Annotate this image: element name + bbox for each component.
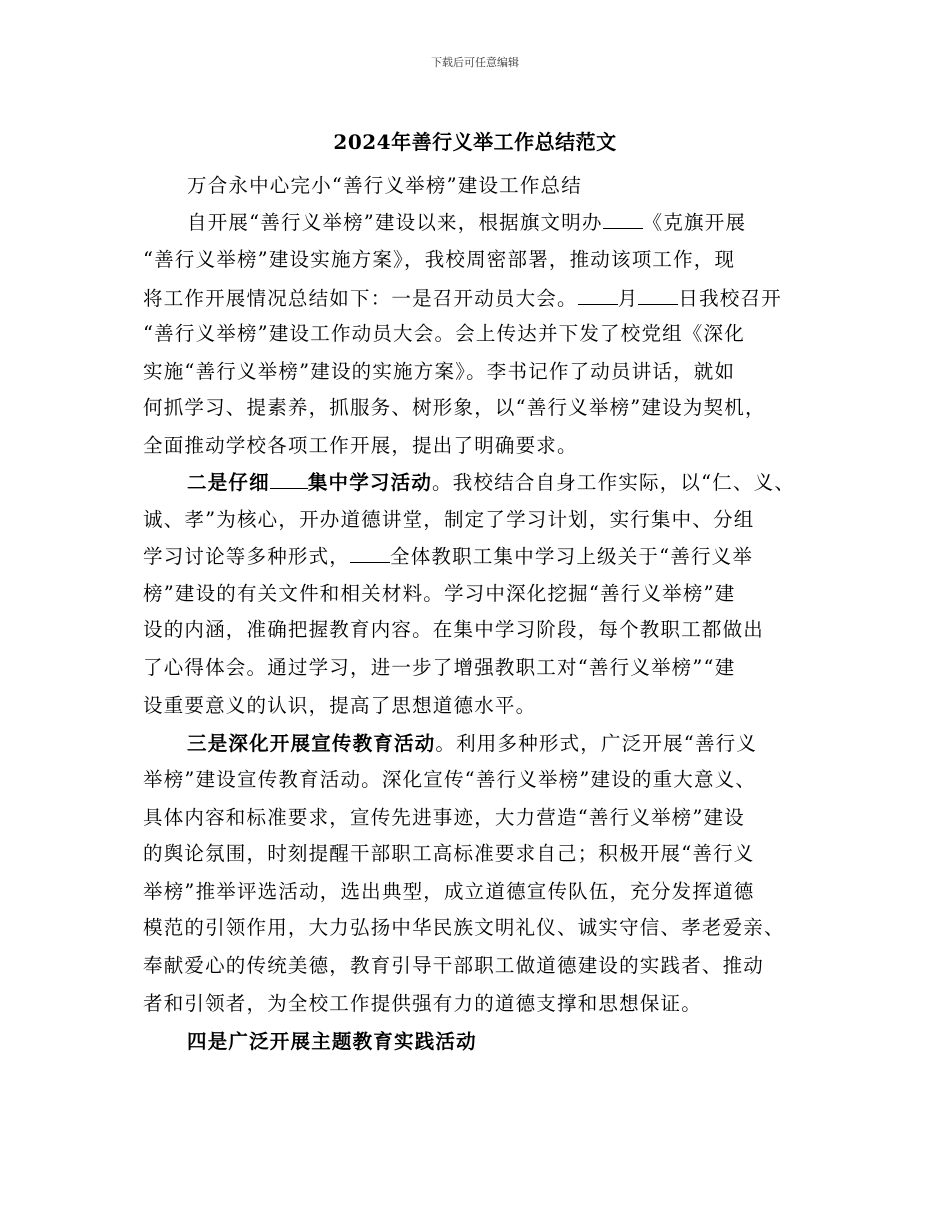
p2-text-3a: 学习讨论等多种形式，	[143, 545, 351, 568]
p1-text-3c: 日我校召开	[678, 287, 782, 310]
p4-heading: 四是广泛开展主题教育实践活动	[187, 1030, 477, 1053]
p3-line-1	[187, 732, 757, 756]
p2-line-7: 设重要意义的认识，提高了思想道德水平。	[143, 694, 537, 717]
p2-line-1	[187, 470, 795, 495]
p1-line-5: 实施“善行义举榜”建设的实施方案》。李书记作了动员讲话，就如	[143, 360, 736, 383]
p2-line-4: 榜”建设的有关文件和相关材料。学习中深化挖掘“善行义举榜”建	[143, 582, 736, 605]
p1-text-3b: 月	[617, 287, 639, 310]
p1-text-1b: 《克旗开展	[642, 211, 747, 234]
p2-line-2: 诚、孝”为核心，开办道德讲堂，制定了学习计划，实行集中、分组	[143, 508, 755, 531]
blank-field	[603, 210, 643, 229]
p3-text-1: 。利用多种形式，广泛开展“善行义	[435, 732, 758, 755]
p3-line-5: 举榜”推举评选活动，选出典型，成立道德宣传队伍，充分发挥道德	[143, 880, 755, 903]
p2-line-6: 了心得体会。通过学习，进一步了增强教职工对“善行义举榜”“建	[143, 656, 736, 679]
page-header: 下载后可任意编辑	[431, 56, 519, 69]
p1-line-4: “善行义举榜”建设工作动员大会。会上传达并下发了校党组《深化	[143, 322, 745, 345]
p2-heading-a: 二是仔细	[187, 471, 270, 494]
p1-line-2: “善行义举榜”建设实施方案》，我校周密部署，推动该项工作，现	[143, 248, 736, 271]
p1-line-6: 何抓学习、提素养，抓服务、树形象，以“善行义举榜”建设为契机，	[143, 396, 766, 419]
blank-field	[270, 470, 308, 489]
p3-line-3: 具体内容和标准要求，宣传先进事迹，大力营造“善行义举榜”建设	[143, 806, 745, 829]
p2-text-1: 。我校结合自身工作实际，以“仁、义、	[432, 471, 796, 494]
p1-text-3a: 将工作开展情况总结如下：一是召开动员大会。	[143, 287, 578, 310]
p3-line-6: 模范的引领作用，大力弘扬中华民族文明礼仪、诚实守信、孝老爱亲、	[143, 916, 785, 939]
p3-heading: 三是深化开展宣传教育活动	[187, 732, 436, 755]
p3-line-7: 奉献爱心的传统美德，教育引导干部职工做道德建设的实践者、推动	[143, 954, 765, 977]
p1-text-1a: 自开展“善行义举榜”建设以来，根据旗文明办	[187, 211, 603, 234]
p2-line-5: 设的内涵，准确把握教育内容。在集中学习阶段，每个教职工都做出	[143, 618, 765, 641]
p2-text-3b: 全体教职工集中学习上级关于“善行义举	[390, 545, 754, 568]
document-title: 2024年善行义举工作总结范文	[333, 130, 617, 154]
p1-line-1	[187, 210, 746, 235]
p2-heading-b: 集中学习活动	[307, 471, 433, 494]
subtitle-line: 万合永中心完小“善行义举榜”建设工作总结	[187, 174, 582, 197]
p3-line-4: 的舆论氛围，时刻提醒干部职工高标准要求自己；积极开展“善行义	[143, 842, 755, 865]
p2-line-3	[143, 544, 753, 569]
p1-line-3	[143, 286, 782, 311]
blank-field	[350, 544, 390, 563]
p1-line-7: 全面推动学校各项工作开展，提出了明确要求。	[143, 434, 578, 457]
blank-field	[578, 286, 618, 305]
p3-line-2: 举榜”建设宣传教育活动。深化宣传“善行义举榜”建设的重大意义、	[143, 768, 757, 791]
blank-field	[638, 286, 678, 305]
p3-line-8: 者和引领者，为全校工作提供强有力的道德支撑和思想保证。	[143, 992, 702, 1015]
